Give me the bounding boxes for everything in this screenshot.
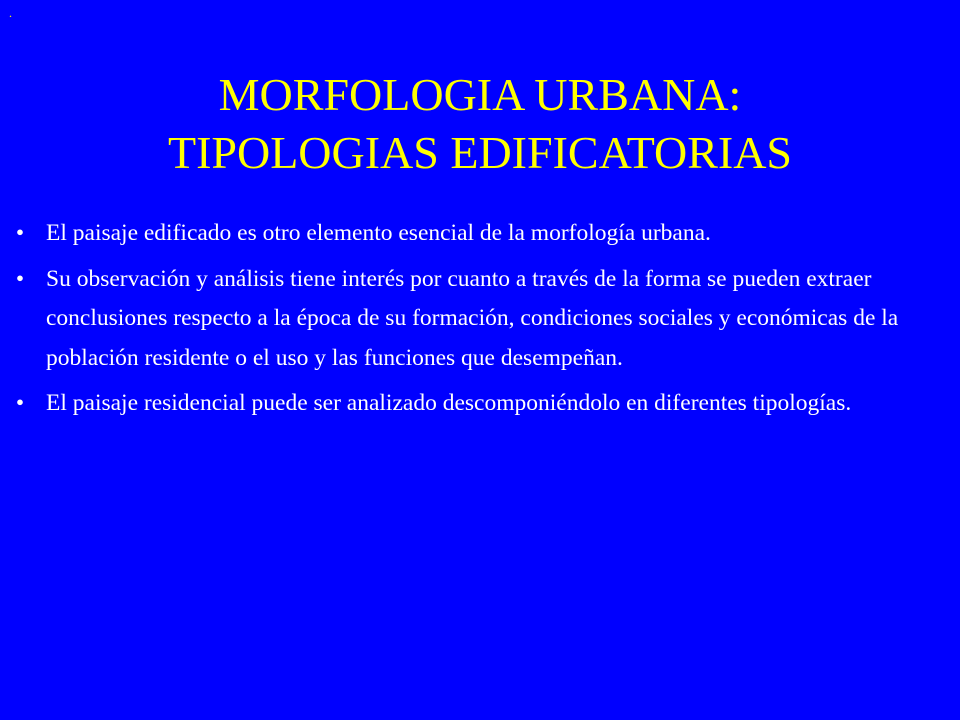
bullet-item [0,214,960,254]
slide-title [0,66,960,182]
bullet-dot-icon: • [15,220,25,246]
bullet-item [0,260,960,379]
bullet-dot-icon: • [15,265,25,292]
title-line-2: TIPOLOGIAS EDIFICATORIAS [167,127,792,178]
title-line-1: MORFOLOGIA URBANA: [218,69,742,120]
bullet-item [0,384,960,424]
bullet-text: Su observación y análisis tiene interés por cuanto a través de la forma se pueden extraer conclusiones respecto a la época de su formación, condiciones sociales y económicas de la población residente o el uso y las funciones que desempeñan. [46,265,899,371]
corner-mark: . [9,6,12,20]
bullet-dot-icon: • [15,390,25,416]
bullet-text: El paisaje residencial puede ser analizado descomponiéndolo en diferentes tipologías. [46,390,852,416]
bullet-text: El paisaje edificado es otro elemento esencial de la morfología urbana. [46,220,711,246]
bullet-list [0,214,960,430]
